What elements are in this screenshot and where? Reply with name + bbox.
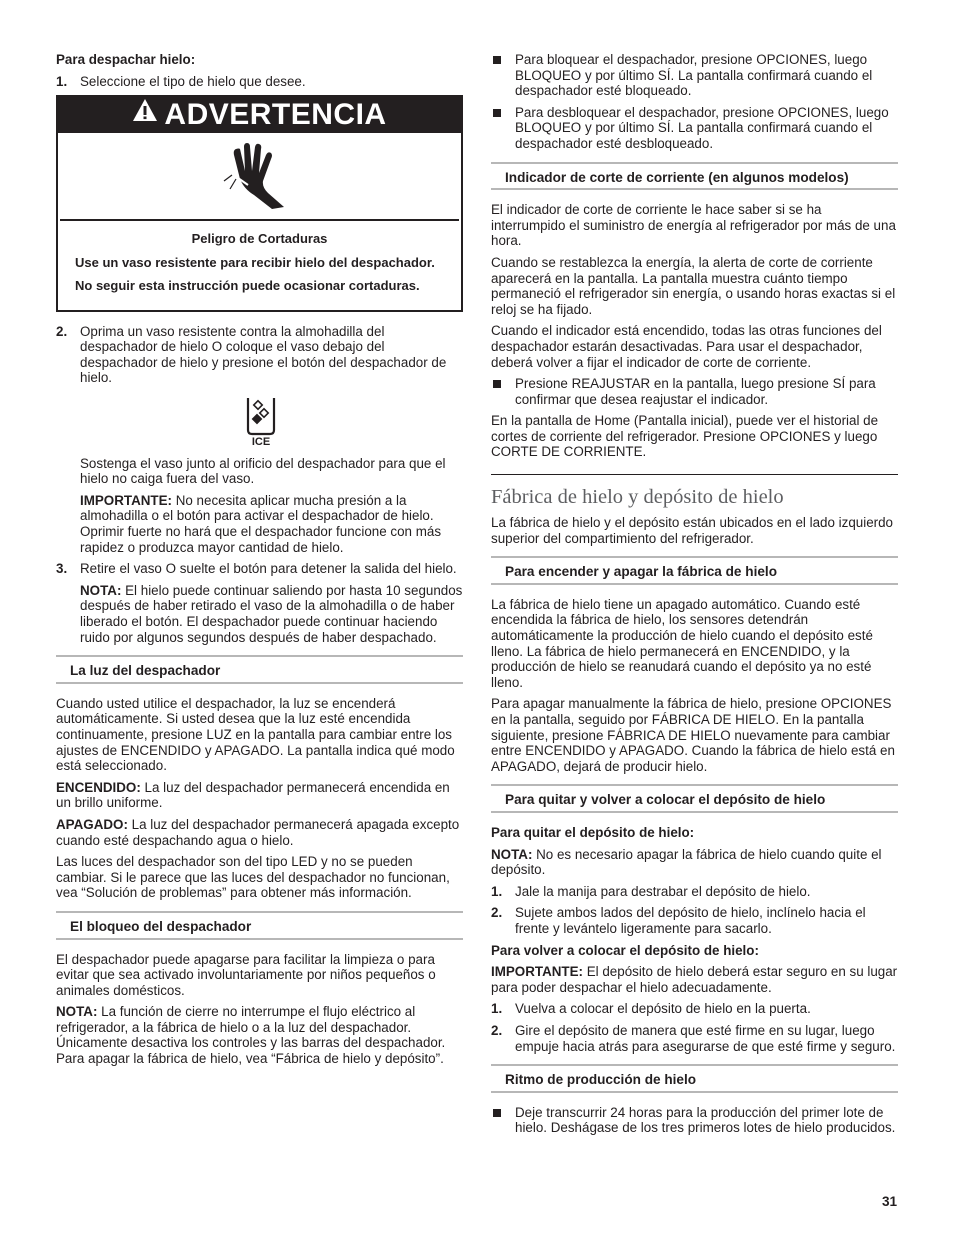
power-heading: Indicador de corte de corriente (en algunos modelos) [491, 162, 898, 191]
step-number: 2. [491, 1022, 503, 1038]
step-number: 1. [491, 1001, 503, 1017]
cut-hand-icon [218, 141, 302, 211]
power-paragraph: Cuando se restablezca la energía, la alerta de corte de corriente aparecerá en la pantalla. La pantalla muestra cuánto tiempo permaneció el refrigerador sin energía, o usando horas exactas si el reloj se ha fijado. [491, 254, 896, 317]
step-number: 3. [56, 561, 68, 577]
dispense-heading: Para despachar hielo: [56, 52, 196, 67]
onoff-paragraph: Para apagar manualmente la fábrica de hielo, presione OPCIONES en la pantalla, seguido por FÁBRICA DE HIELO. En la pantalla siguiente, presione FÁBRICA DE HIELO nuevamente para cambiar entre ENCENDIDO y APAGADO. Cuando la fábrica de hielo está en APAGADO, dejará de producir hielo. [491, 696, 895, 774]
section-paragraph: La fábrica de hielo y el depósito están ubicados en el lado izquierdo superior del compartimiento del refrigerador. [491, 515, 893, 546]
replace-step-1 [491, 1001, 898, 1017]
hazard-title: Peligro de Cortaduras [191, 231, 328, 247]
on-label: ENCENDIDO: [56, 779, 141, 795]
lock-nota [56, 1004, 463, 1066]
rate-heading: Ritmo de producción de hielo [491, 1064, 898, 1093]
important-label: IMPORTANTE: [80, 492, 172, 508]
step-1 [56, 74, 463, 90]
lock-bullet: Para bloquear el despachador, presione OPCIONES, luego BLOQUEO y por último SÍ. La pantalla confirmará cuando el despachador esté bloqueado. [491, 52, 898, 99]
step-3 [56, 561, 463, 577]
lock-heading: El bloqueo del despachador [56, 911, 463, 940]
nota-label: NOTA: [80, 582, 122, 598]
warning-box [56, 95, 463, 312]
on-text: La luz del despachador permanecerá encendida en un brillo uniforme. [56, 779, 450, 811]
warning-line: No seguir esta instrucción puede ocasionar cortaduras. [75, 278, 420, 294]
replace-label: Para volver a colocar el depósito de hielo: [491, 942, 759, 958]
right-column [491, 52, 898, 1142]
replace-step-2 [491, 1023, 898, 1054]
unlock-bullet: Para desbloquear el despachador, presione OPCIONES, luego BLOQUEO y por último SÍ. La pantalla confirmará cuando el despachador esté desbloqueado. [491, 105, 898, 152]
step-text: Retire el vaso O suelte el botón para detener la salida del hielo. [80, 561, 457, 577]
step-text: Jale la manija para destrabar el depósito de hielo. [515, 883, 811, 899]
on-note [56, 780, 463, 811]
important-text: El depósito de hielo deberá estar seguro en su lugar para poder despachar el hielo adecuadamente. [491, 964, 898, 995]
step-number: 2. [491, 905, 503, 921]
replace-important [491, 964, 898, 995]
ice-label: ICE [251, 436, 271, 447]
warning-header [58, 97, 461, 133]
step-number: 1. [56, 73, 68, 89]
rate-bullet: Deje transcurrir 24 horas para la producción del primer lote de hielo. Deshágase de los tres primeros lotes de hielo producidos. [491, 1105, 898, 1136]
bin-heading: Para quitar y volver a colocar el depósito de hielo [491, 784, 898, 813]
nota-text: No es necesario apagar la fábrica de hielo cuando quite el depósito. [491, 846, 882, 878]
remove-step-2 [491, 905, 898, 936]
off-note [56, 817, 463, 848]
hold-text: Sostenga el vaso junto al orificio del despachador para que el hielo no caiga fuera del vaso. [80, 455, 446, 487]
off-label: APAGADO: [56, 816, 128, 832]
step-number: 2. [56, 323, 68, 339]
nota-text: La función de cierre no interrumpe el flujo eléctrico al refrigerador, a la fábrica de hielo o a la luz del despachador. Únicamente desactiva los controles y las barras del despachador. Para apagar la fábrica de hielo, vea “Fábrica de hielo y depósito”. [56, 1004, 446, 1067]
warning-pictogram [60, 133, 459, 221]
power-paragraph: El indicador de corte de corriente le hace saber si se ha interrumpido el suministro de energía al refrigerador por más de una hora. [491, 202, 896, 249]
nota-note [56, 583, 463, 645]
onoff-heading: Para encender y apagar la fábrica de hielo [491, 556, 898, 585]
light-paragraph: Las luces del despachador son del tipo LED y no se pueden cambiar. Si le parece que las luces del despachador no funcionan, vea “Solución de problemas” para obtener más información. [56, 854, 450, 901]
important-text: No necesita aplicar mucha presión a la almohadilla o el botón para activar el despachador de hielo. Oprimir fuerte no hará que el despachador funcione con más rapidez o produzca mayor cantidad de hielo. [80, 492, 442, 555]
remove-step-1 [491, 884, 898, 900]
off-text: La luz del despachador permanecerá apagada excepto cuando esté despachando agua o hielo. [56, 816, 460, 848]
power-paragraph: En la pantalla de Home (Pantalla inicial), puede ver el historial de cortes de corriente del refrigerador. Presione OPCIONES y luego CORTE DE CORRIENTE. [491, 413, 879, 460]
nota-label: NOTA: [491, 846, 533, 862]
warning-body [58, 221, 461, 310]
power-paragraph: Cuando el indicador está encendido, todas las otras funciones del despachador estarán desactivadas. Para usar el despachador, deberá volver a fijar el indicador de corte de corriente. [491, 323, 882, 370]
warning-title: ADVERTENCIA [164, 98, 387, 132]
page-number: 31 [882, 1194, 898, 1209]
step-text: Oprima un vaso resistente contra la almohadilla del despachador de hielo O coloque el vaso debajo del despachador de hielo y presione el botón del despachador de hielo. [80, 323, 447, 386]
step-2 [56, 324, 463, 386]
step-text: Gire el depósito de manera que esté firme en su lugar, luego empuje hacia atrás para asegurarse de que esté firme y seguro. [515, 1022, 896, 1054]
light-paragraph: Cuando usted utilice el despachador, la luz se encenderá automáticamente. Si usted desea que la luz esté encendida continuamente, presione LUZ en la pantalla para cambiar entre los ajustes de ENCENDIDO y APAGADO. La pantalla indica qué modo está seleccionado. [56, 695, 455, 774]
light-heading: La luz del despachador [56, 655, 463, 684]
onoff-paragraph: La fábrica de hielo tiene un apagado automático. Cuando esté encendida la fábrica de hielo, los sensores detendrán automáticamente la producción de hielo cuando el depósito esté lleno. La fábrica de hielo permanecerá en ENCENDIDO, y la producción de hielo se reanudará cuando el depósito ya no esté lleno. [491, 596, 873, 690]
step-number: 1. [491, 883, 503, 899]
section-title: Fábrica de hielo y depósito de hielo [491, 474, 898, 509]
step-text: Seleccione el tipo de hielo que desee. [80, 73, 306, 89]
ice-dispenser-icon [244, 394, 278, 450]
nota-label: NOTA: [56, 1004, 98, 1020]
nota-text: El hielo puede continuar saliendo por hasta 10 segundos después de haber retirado el vaso de la almohadilla o de haber liberado el botón. El despachador puede continuar haciendo ruido por algunos segundos después de haber despachado. [80, 582, 463, 645]
remove-nota [491, 847, 898, 878]
remove-label: Para quitar el depósito de hielo: [491, 824, 695, 840]
left-column [56, 52, 463, 1073]
step-text: Vuelva a colocar el depósito de hielo en la puerta. [515, 1001, 811, 1017]
important-note [56, 493, 463, 555]
step-text: Sujete ambos lados del depósito de hielo, inclínelo hacia el frente y levántelo ligeramente para sacarlo. [515, 905, 866, 936]
power-bullet: Presione REAJUSTAR en la pantalla, luego presione SÍ para confirmar que desea reajustar el indicador. [491, 376, 898, 407]
warning-line: Use un vaso resistente para recibir hielo del despachador. [75, 254, 435, 270]
lock-paragraph: El despachador puede apagarse para facilitar la limpieza o para evitar que sea activado involuntariamente por niños pequeños o animales domésticos. [56, 951, 436, 998]
warning-triangle-icon [132, 95, 158, 131]
important-label: IMPORTANTE: [491, 964, 583, 980]
